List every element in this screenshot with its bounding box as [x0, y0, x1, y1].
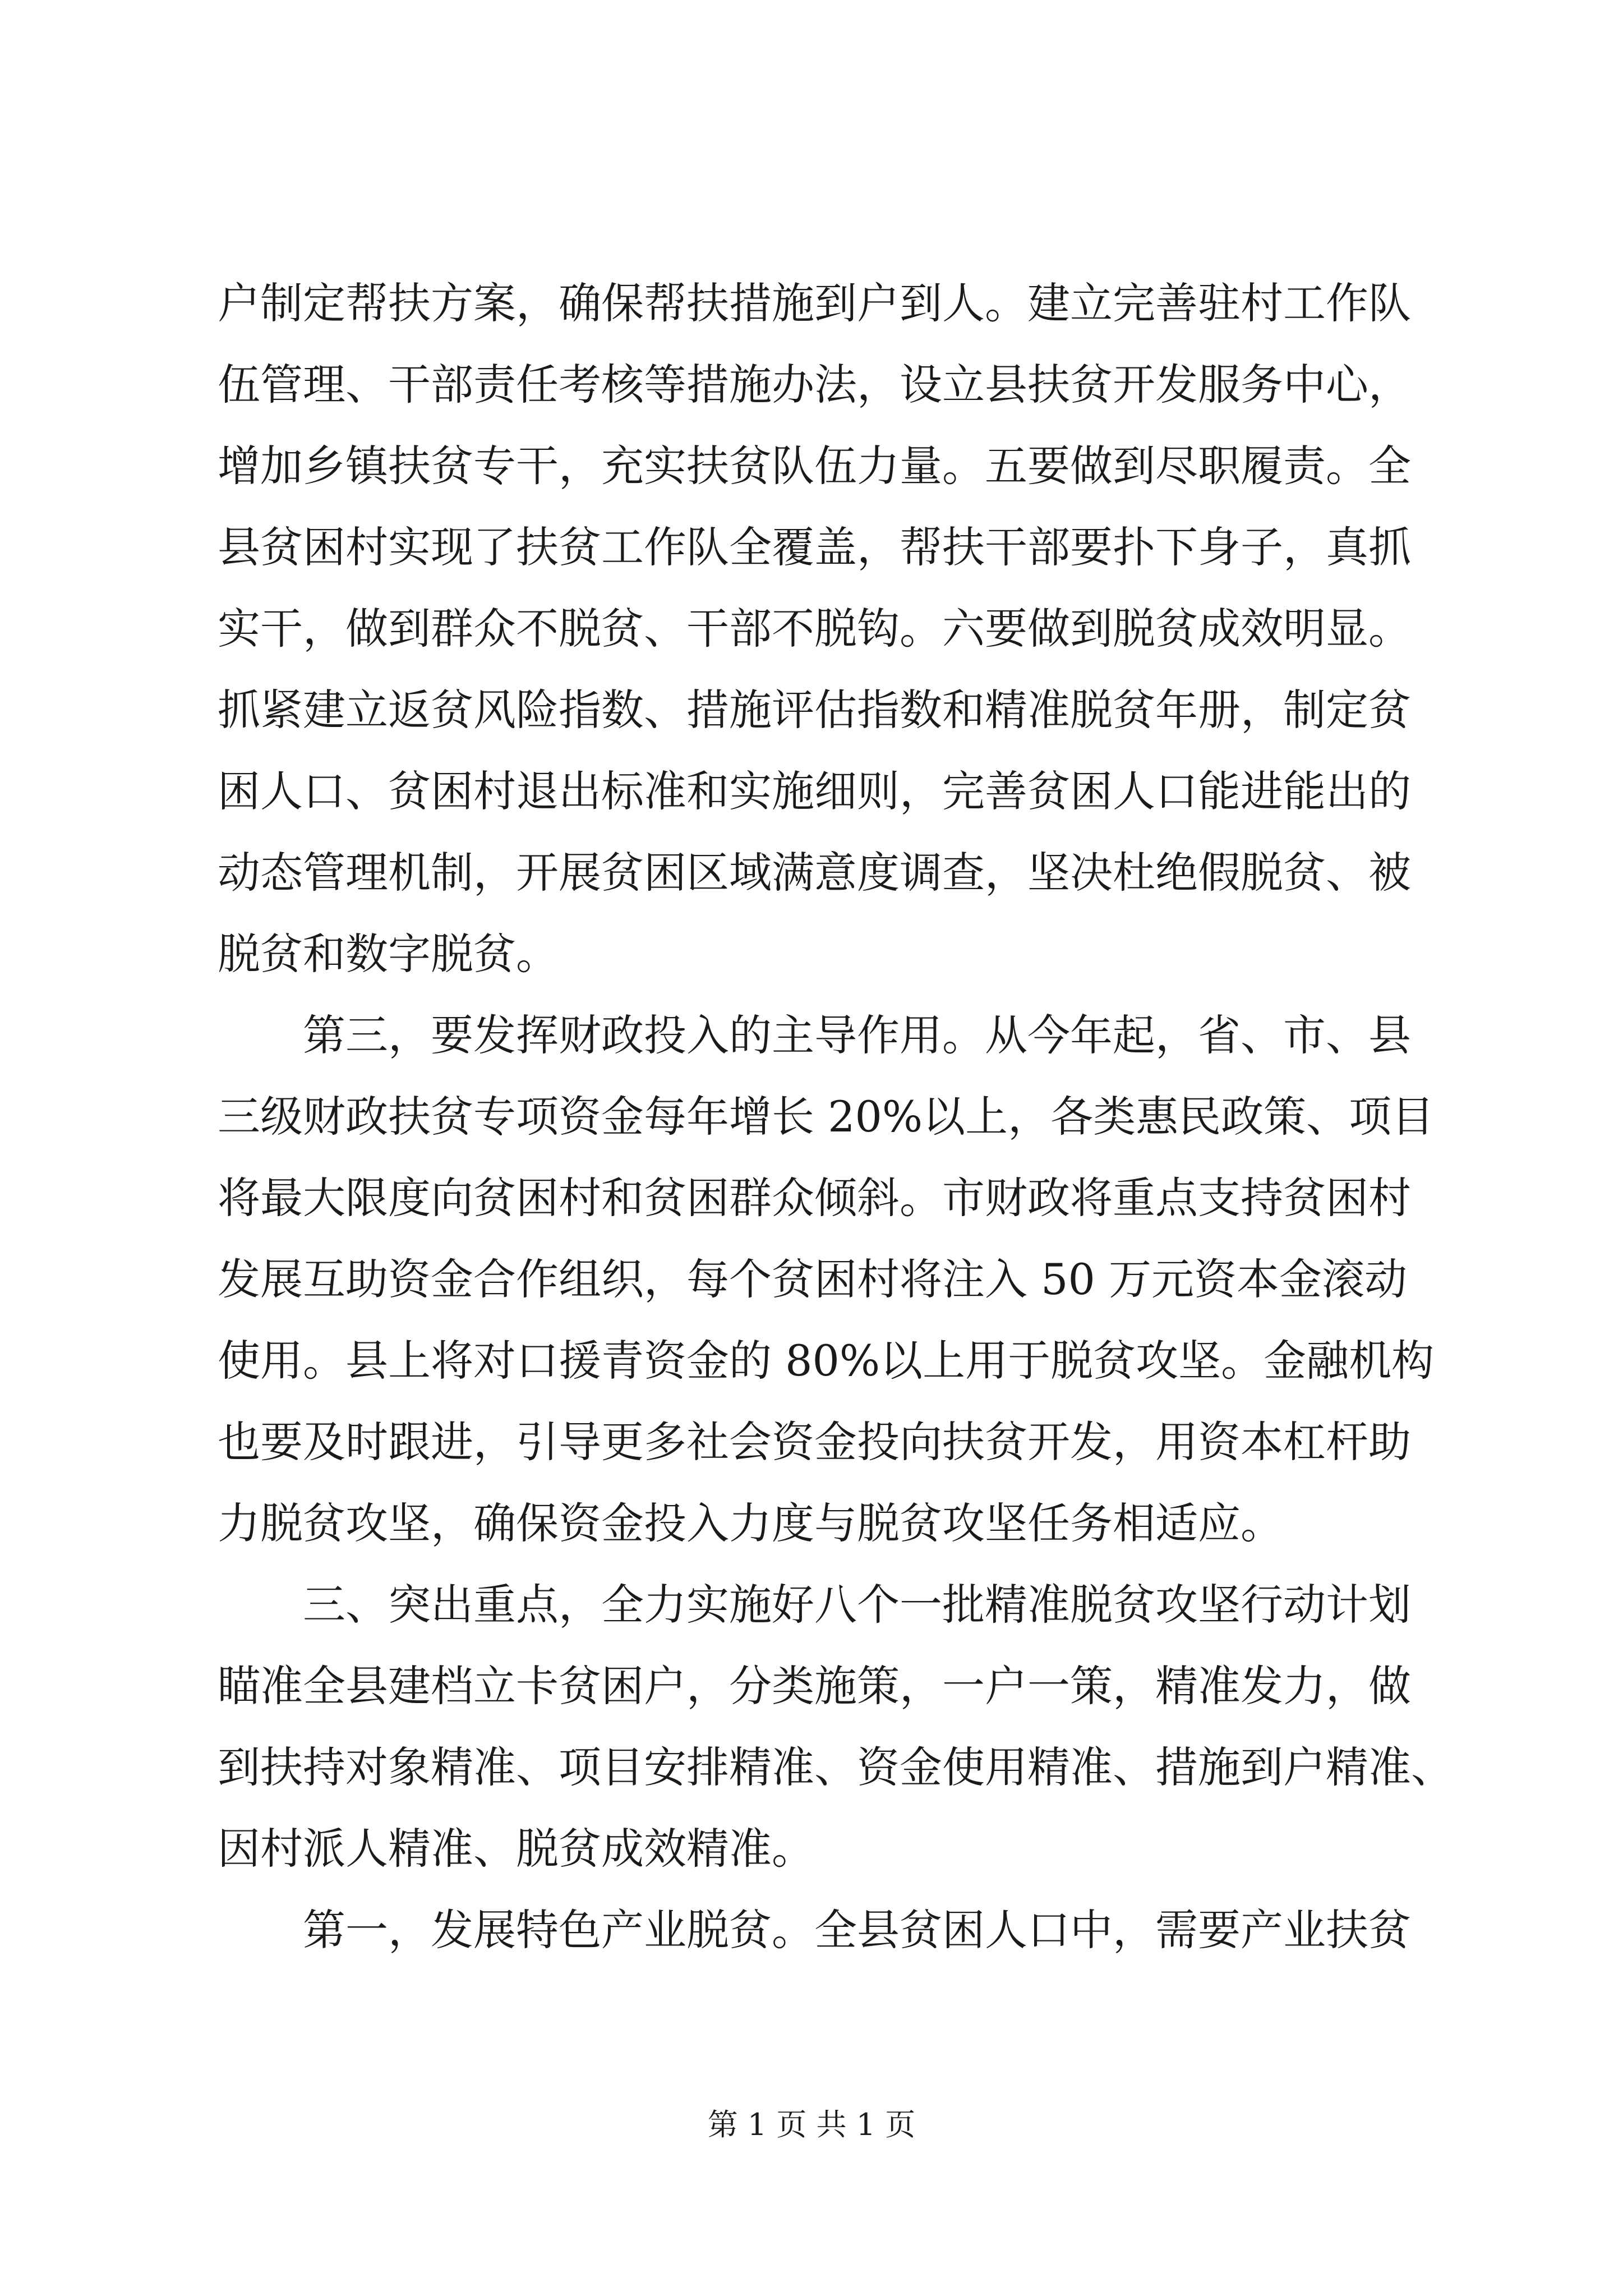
text-line: 实干，做到群众不脱贫、干部不脱钩。六要做到脱贫成效明显。: [218, 604, 1411, 654]
text-line: 三、突出重点，全力实施好八个一批精准脱贫攻坚行动计划: [218, 1580, 1411, 1630]
text-line: 动态管理机制，开展贫困区域满意度调查，坚决杜绝假脱贫、被: [218, 848, 1411, 898]
text-line: 力脱贫攻坚，确保资金投入力度与脱贫攻坚任务相适应。: [218, 1498, 1283, 1548]
text-line: 到扶持对象精准、项目安排精准、资金使用精准、措施到户精准、: [218, 1742, 1454, 1792]
text-line: 三级财政扶贫专项资金每年增长 20%以上，各类惠民政策、项目: [218, 1092, 1435, 1142]
text-line: 增加乡镇扶贫专干，充实扶贫队伍力量。五要做到尽职履责。全: [218, 441, 1411, 491]
text-line: 县贫困村实现了扶贫工作队全覆盖，帮扶干部要扑下身子，真抓: [218, 522, 1411, 572]
text-line: 将最大限度向贫困村和贫困群众倾斜。市财政将重点支持贫困村: [218, 1173, 1411, 1223]
text-line: 户制定帮扶方案，确保帮扶措施到户到人。建立完善驻村工作队: [218, 278, 1411, 328]
text-line: 抓紧建立返贫风险指数、措施评估指数和精准脱贫年册，制定贫: [218, 685, 1411, 735]
text-line: 第三，要发挥财政投入的主导作用。从今年起，省、市、县: [218, 1010, 1411, 1060]
text-line: 因村派人精准、脱贫成效精准。: [218, 1824, 814, 1874]
text-line: 脱贫和数字脱贫。: [218, 929, 559, 979]
text-line: 第一，发展特色产业脱贫。全县贫困人口中，需要产业扶贫: [218, 1905, 1411, 1955]
text-line: 瞄准全县建档立卡贫困户，分类施策，一户一策，精准发力，做: [218, 1661, 1411, 1711]
text-line: 伍管理、干部责任考核等措施办法，设立县扶贫开发服务中心，: [218, 360, 1411, 409]
text-line: 发展互助资金合作组织，每个贫困村将注入 50 万元资本金滚动: [218, 1254, 1408, 1304]
text-line: 困人口、贫困村退出标准和实施细则，完善贫困人口能进能出的: [218, 766, 1411, 816]
page-footer: 第 1 页 共 1 页: [707, 2107, 916, 2142]
text-line: 使用。县上将对口援青资金的 80%以上用于脱贫攻坚。金融机构: [218, 1336, 1435, 1386]
text-line: 也要及时跟进，引导更多社会资金投向扶贫开发，用资本杠杆助: [218, 1417, 1411, 1467]
